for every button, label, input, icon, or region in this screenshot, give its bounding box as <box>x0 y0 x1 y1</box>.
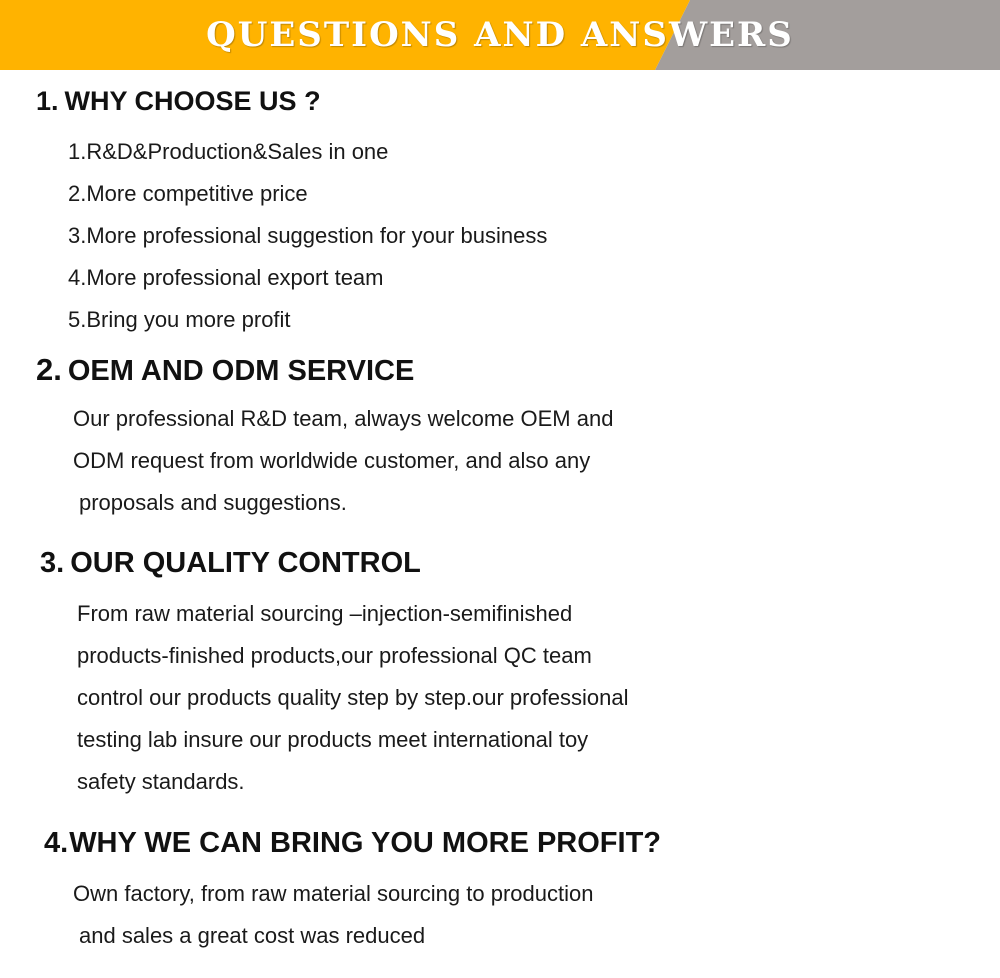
section-4-number: 4. <box>44 827 69 859</box>
section-3-line-3: control our products quality step by step.our professional <box>77 685 629 710</box>
section-1-line-5: 5.Bring you more profit <box>68 307 291 332</box>
section-3-line-1: From raw material sourcing –injection-semifinished <box>77 601 573 626</box>
section-1-number: 1. <box>36 86 59 116</box>
section-1-line-4: 4.More professional export team <box>68 265 384 290</box>
header-banner <box>0 0 1000 70</box>
section-2-line-2: ODM request from worldwide customer, and also any <box>73 448 591 473</box>
section-1-title: WHY CHOOSE US ? <box>64 86 321 116</box>
section-4-title: WHY WE CAN BRING YOU MORE PROFIT? <box>69 827 662 859</box>
section-3-line-4: testing lab insure our products meet international toy <box>77 727 589 752</box>
section-1-heading <box>36 86 321 117</box>
section-2-heading <box>36 352 414 388</box>
section-2-title: OEM AND ODM SERVICE <box>67 355 415 387</box>
banner-title: QUESTIONS AND ANSWERS <box>206 15 794 55</box>
section-1-line-1: 1.R&D&Production&Sales in one <box>68 139 389 164</box>
section-2-number: 2. <box>36 352 62 387</box>
section-3-line-2: products-finished products,our professional QC team <box>77 643 592 668</box>
section-4-line-2: and sales a great cost was reduced <box>79 923 426 948</box>
section-2-line-1: Our professional R&D team, always welcome OEM and <box>73 406 614 431</box>
section-3-heading <box>40 547 421 580</box>
section-3-title: OUR QUALITY CONTROL <box>70 547 421 579</box>
section-4-heading <box>44 827 661 860</box>
section-3-line-5: safety standards. <box>77 769 245 794</box>
section-1-line-2: 2.More competitive price <box>68 181 308 206</box>
section-4-line-1: Own factory, from raw material sourcing to production <box>73 881 594 906</box>
section-1-line-3: 3.More professional suggestion for your business <box>68 223 548 248</box>
section-2-line-3: proposals and suggestions. <box>79 490 347 515</box>
section-3-number: 3. <box>40 547 65 579</box>
